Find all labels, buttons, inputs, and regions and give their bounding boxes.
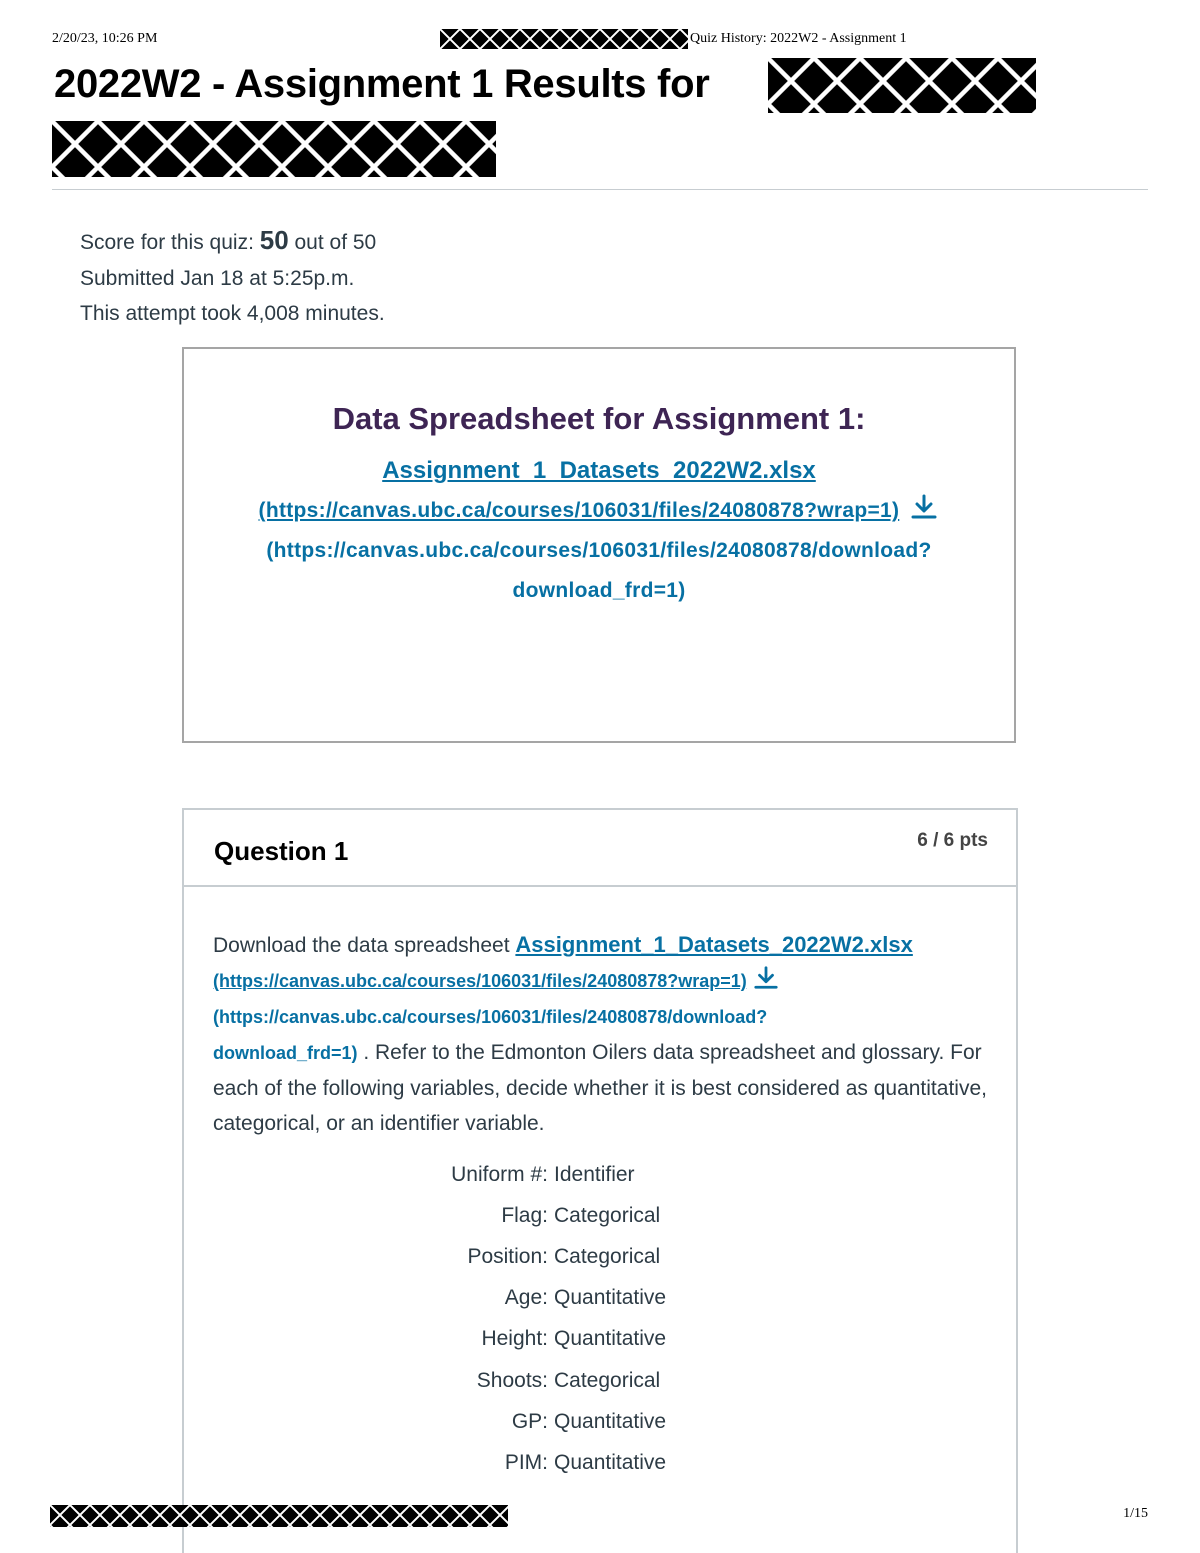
answer-label: Age: bbox=[504, 1286, 548, 1309]
score-suffix: out of 50 bbox=[288, 231, 377, 254]
answer-row bbox=[0, 1327, 1200, 1357]
answer-label: Height: bbox=[481, 1327, 548, 1350]
answer-label: Position: bbox=[467, 1245, 548, 1268]
data-box-links bbox=[184, 451, 1014, 611]
duration-line: This attempt took 4,008 minutes. bbox=[80, 302, 385, 325]
answer-label: Flag: bbox=[501, 1204, 548, 1227]
answer-label: Shoots: bbox=[476, 1369, 548, 1392]
data-spreadsheet-box bbox=[182, 347, 1016, 743]
answer-value: Quantitative bbox=[554, 1327, 667, 1350]
answer-row bbox=[0, 1369, 1200, 1399]
print-page-number: 1/15 bbox=[1123, 1506, 1148, 1521]
answer-value: Categorical bbox=[554, 1245, 661, 1268]
print-date: 2/20/23, 10:26 PM bbox=[52, 31, 158, 46]
question-title: Question 1 bbox=[214, 836, 349, 866]
quiz-meta bbox=[80, 222, 385, 331]
score-prefix: Score for this quiz: bbox=[80, 231, 260, 254]
question-header bbox=[184, 810, 1016, 887]
download-icon[interactable] bbox=[751, 965, 781, 991]
answer-value: Quantitative bbox=[554, 1410, 667, 1433]
download-url-line-2[interactable]: download_frd=1) bbox=[512, 579, 686, 602]
download-url-line-1[interactable]: (https://canvas.ubc.ca/courses/106031/files/24080878/download? bbox=[266, 539, 932, 562]
answer-value: Quantitative bbox=[554, 1451, 667, 1474]
print-title bbox=[440, 29, 907, 49]
answer-value: Categorical bbox=[554, 1204, 661, 1227]
answer-value: Identifier bbox=[554, 1163, 635, 1186]
spreadsheet-url-line bbox=[184, 491, 1014, 531]
answer-row bbox=[0, 1286, 1200, 1316]
question-instructions: . Refer to the Edmonton Oilers data spreadsheet and glossary. For each of the following variables, decide whether it is best considered as quantitative, categorical, or an identifier variable. bbox=[213, 1041, 987, 1135]
page-title: 2022W2 - Assignment 1 Results for bbox=[54, 62, 710, 106]
redacted-student-name bbox=[768, 58, 1036, 113]
score-value: 50 bbox=[259, 225, 289, 255]
answer-label: GP: bbox=[511, 1410, 548, 1433]
answer-row bbox=[0, 1204, 1200, 1234]
question-file-url-link[interactable]: (https://canvas.ubc.ca/courses/106031/files/24080878?wrap=1) bbox=[213, 971, 747, 991]
question-text bbox=[213, 927, 1003, 1141]
redacted-name-header bbox=[440, 29, 688, 49]
submitted-line: Submitted Jan 18 at 5:25p.m. bbox=[80, 267, 355, 290]
question-points: 6 / 6 pts bbox=[917, 830, 988, 851]
answer-row bbox=[0, 1245, 1200, 1275]
question-download-url-line-1[interactable]: (https://canvas.ubc.ca/courses/106031/files/24080878/download? bbox=[213, 1007, 768, 1027]
answer-row bbox=[0, 1410, 1200, 1440]
answer-row bbox=[0, 1163, 1200, 1193]
data-box-heading: Data Spreadsheet for Assignment 1: bbox=[332, 401, 866, 436]
score-line bbox=[80, 222, 385, 261]
spreadsheet-file-link[interactable]: Assignment_1_Datasets_2022W2.xlsx bbox=[382, 457, 816, 484]
answer-label: Uniform #: bbox=[451, 1163, 548, 1186]
title-divider bbox=[52, 189, 1148, 190]
redacted-student-name-continued bbox=[52, 121, 496, 177]
question-download-url-line-2[interactable]: download_frd=1) bbox=[213, 1043, 358, 1063]
download-icon[interactable] bbox=[909, 493, 939, 521]
answer-value: Quantitative bbox=[554, 1286, 667, 1309]
spreadsheet-url-link[interactable]: (https://canvas.ubc.ca/courses/106031/files/24080878?wrap=1) bbox=[258, 499, 900, 522]
question-file-link[interactable]: Assignment_1_Datasets_2022W2.xlsx bbox=[515, 932, 913, 957]
print-title-text: Quiz History: 2022W2 - Assignment 1 bbox=[690, 31, 907, 46]
answer-label: PIM: bbox=[504, 1451, 548, 1474]
question-intro: Download the data spreadsheet bbox=[213, 934, 516, 957]
answer-value: Categorical bbox=[554, 1369, 661, 1392]
answer-row bbox=[0, 1451, 1200, 1481]
redacted-footer-url bbox=[50, 1505, 508, 1527]
